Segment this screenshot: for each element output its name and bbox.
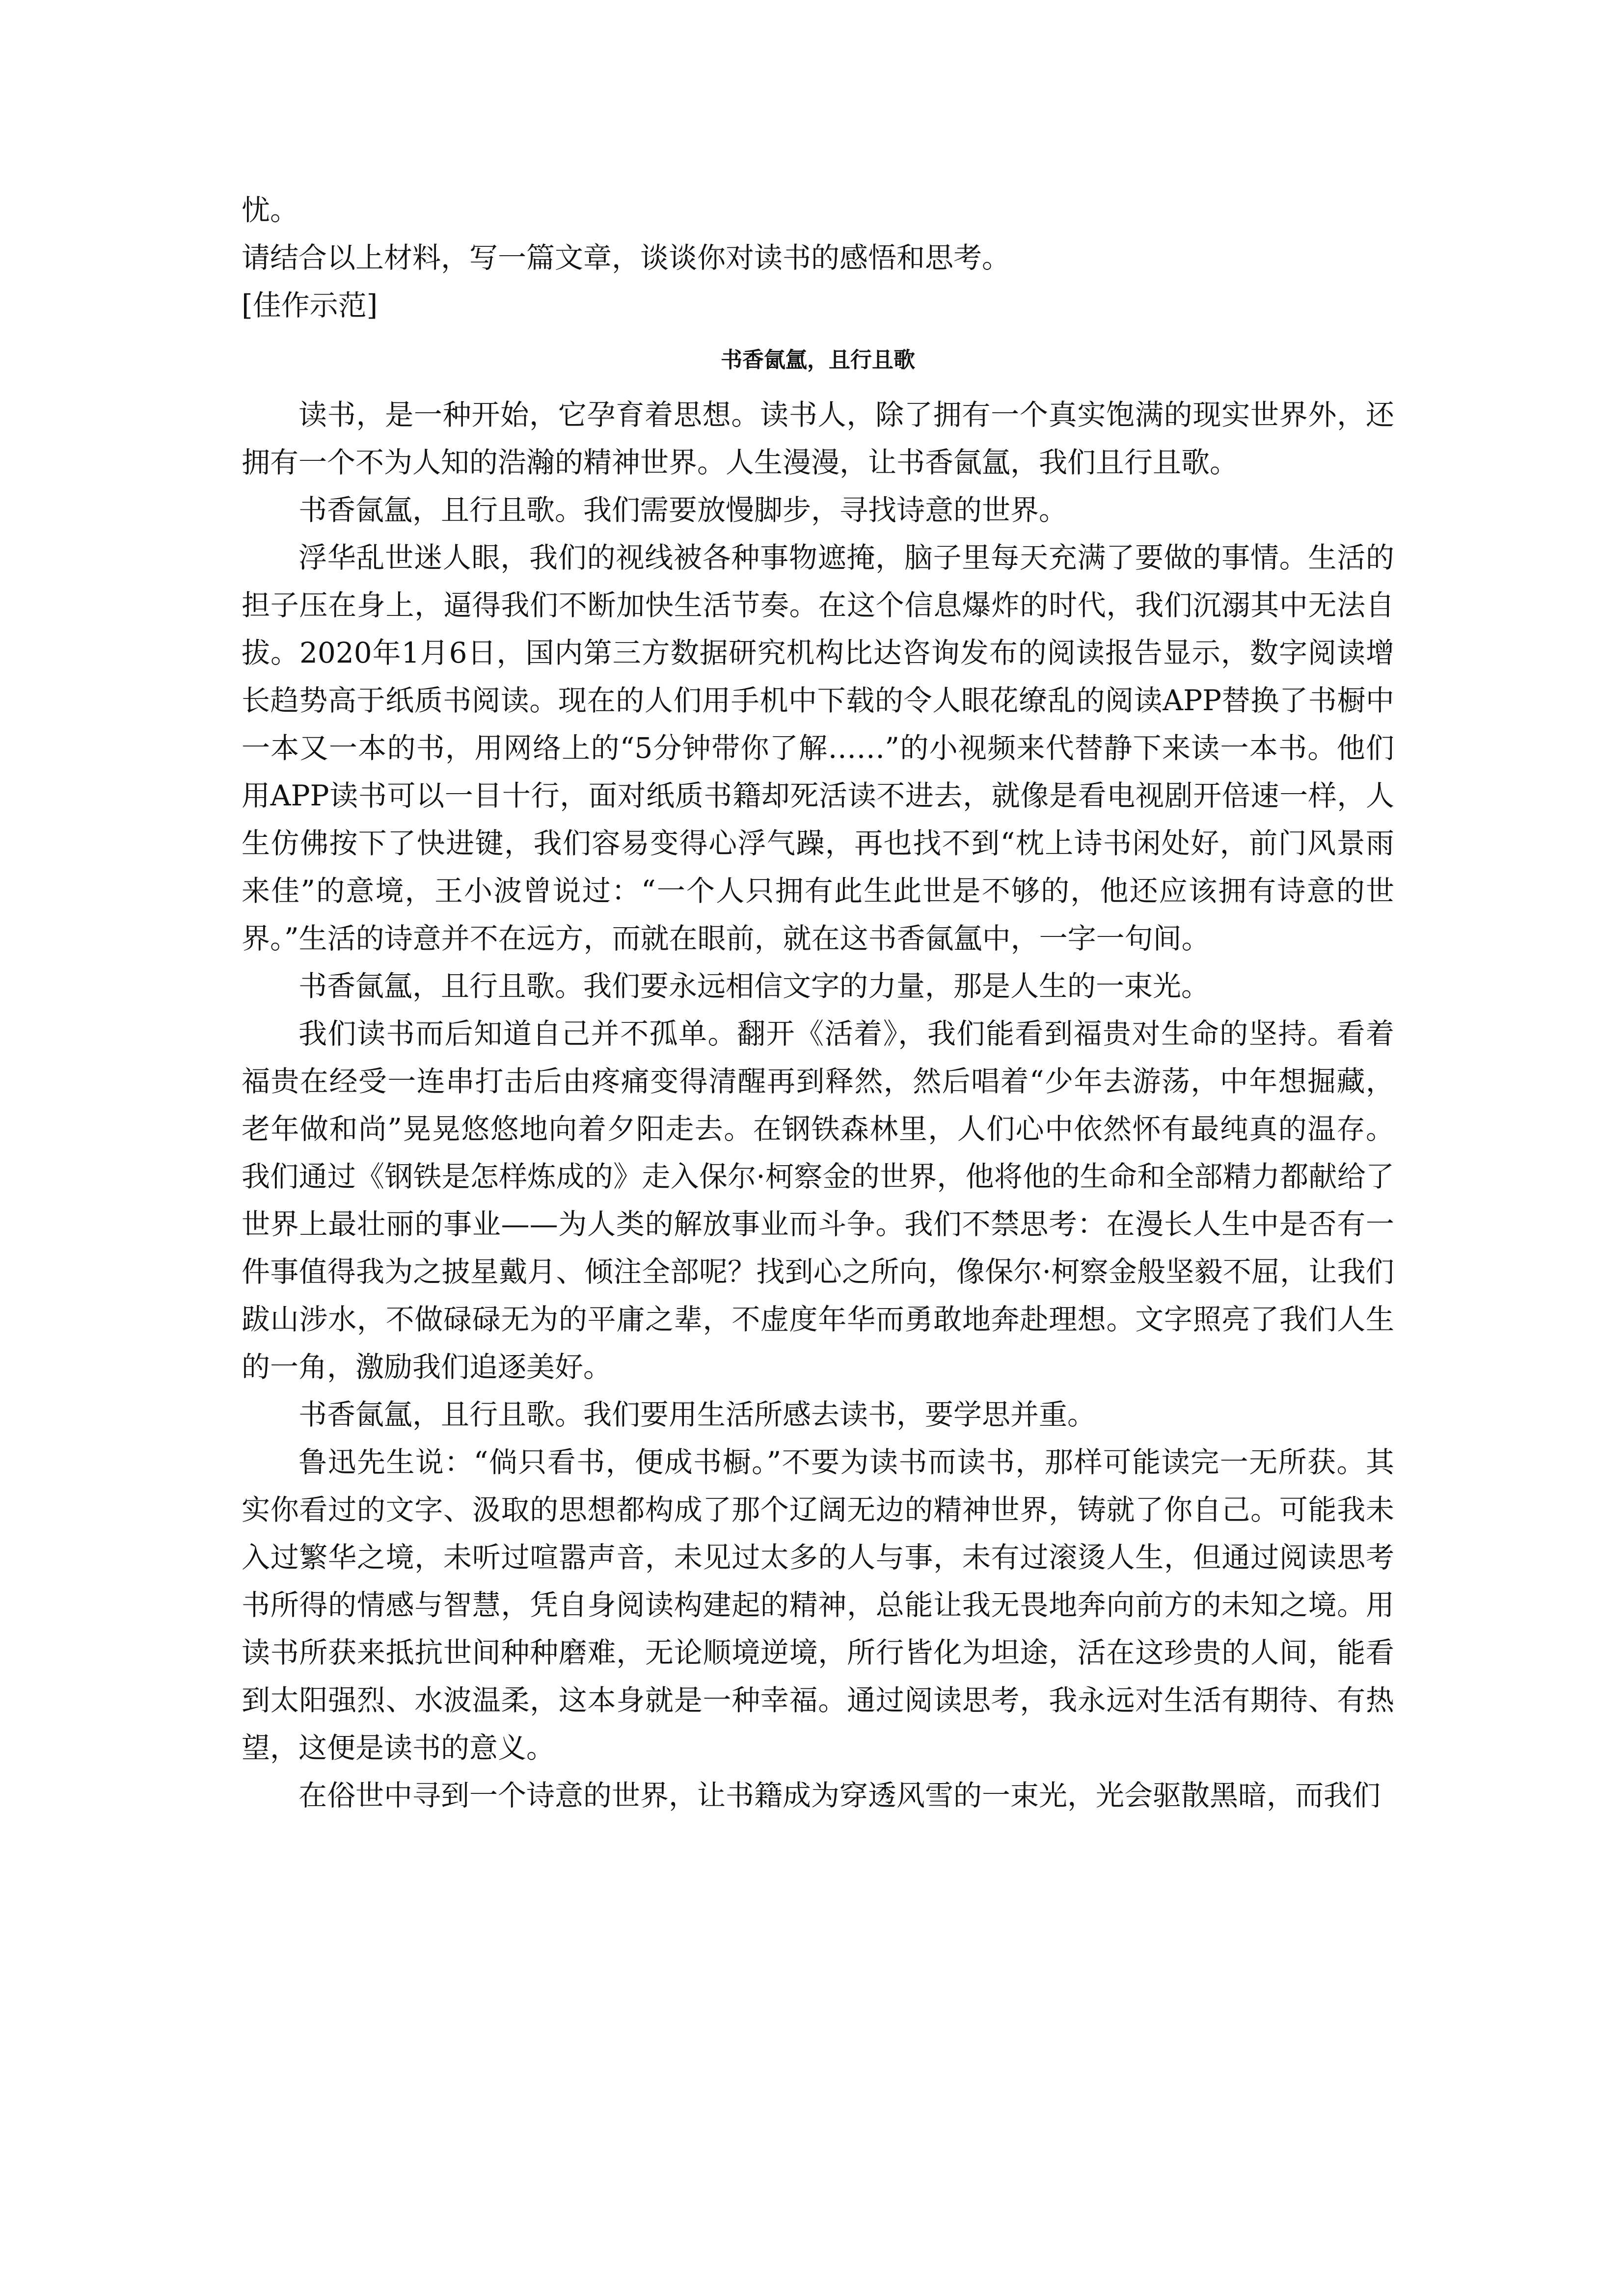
document-body [242, 187, 1394, 1819]
essay-paragraph: 在俗世中寻到一个诗意的世界，让书籍成为穿透风雪的一束光，光会驱散黑暗，而我们 [298, 1779, 1381, 1812]
essay-paragraph: 鲁迅先生说：“倘只看书，便成书橱。”不要为读书而读书，那样可能读完一无所获。其实你看过的文字、汲取的思想都构成了那个辽阔无边的精神世界，铸就了你自己。可能我未入过繁华之境，未听过喧嚣声音，未见过太多的人与事，未有过滚烫人生，但通过阅读思考书所得的情感与智慧，凭自身阅读构建起的精神，总能让我无畏地奔向前方的未知之境。用读书所获来抵抗世间种种磨难，无论顺境逆境，所行皆化为坦途，活在这珍贵的人间，能看到太阳强烈、水波温柔，这本身就是一种幸福。通过阅读思考，我永远对生活有期待、有热望，这便是读书的意义。 [242, 1445, 1394, 1764]
section-tag: [佳作示范] [242, 289, 378, 322]
carryover-text: 忧。 [242, 193, 299, 227]
essay-paragraph: 书香氤氲，且行且歌。我们要永远相信文字的力量，那是人生的一束光。 [298, 969, 1210, 1003]
essay-paragraph: 读书，是一种开始，它孕育着思想。读书人，除了拥有一个真实饱满的现实世界外，还拥有一个不为人知的浩瀚的精神世界。人生漫漫，让书香氤氲，我们且行且歌。 [242, 398, 1394, 479]
essay-paragraph: 书香氤氲，且行且歌。我们要用生活所感去读书，要学思并重。 [298, 1398, 1096, 1431]
essay-paragraph: 书香氤氲，且行且歌。我们需要放慢脚步，寻找诗意的世界。 [298, 493, 1068, 527]
essay-paragraph: 我们读书而后知道自己并不孤单。翻开《活着》，我们能看到福贵对生命的坚持。看着福贵在经受一连串打击后由疼痛变得清醒再到释然，然后唱着“少年去游荡，中年想掘藏，老年做和尚”晃晃悠悠地向着夕阳走去。在钢铁森林里，人们心中依然怀有最纯真的温存。我们通过《钢铁是怎样炼成的》走入保尔·柯察金的世界，他将他的生命和全部精力都献给了世界上最壮丽的事业——为人类的解放事业而斗争。我们不禁思考：在漫长人生中是否有一件事值得我为之披星戴月、倾注全部呢？找到心之所向，像保尔·柯察金般坚毅不屈，让我们跋山涉水，不做碌碌无为的平庸之辈，不虚度年华而勇敢地奔赴理想。文字照亮了我们人生的一角，激励我们追逐美好。 [242, 1017, 1394, 1384]
writing-prompt: 请结合以上材料，写一篇文章，谈谈你对读书的感悟和思考。 [242, 241, 1011, 274]
essay-title: 书香氤氲，且行且歌 [721, 347, 915, 373]
essay-paragraph: 浮华乱世迷人眼，我们的视线被各种事物遮掩，脑子里每天充满了要做的事情。生活的担子压在身上，逼得我们不断加快生活节奏。在这个信息爆炸的时代，我们沉溺其中无法自拔。2020年1月6日，国内第三方数据研究机构比达咨询发布的阅读报告显示，数字阅读增长趋势高于纸质书阅读。现在的人们用手机中下载的令人眼花缭乱的阅读APP替换了书橱中一本又一本的书，用网络上的“5分钟带你了解……”的小视频来代替静下来读一本书。他们用APP读书可以一目十行，面对纸质书籍却死活读不进去，就像是看电视剧开倍速一样，人生仿佛按下了快进键，我们容易变得心浮气躁，再也找不到“枕上诗书闲处好，前门风景雨来佳”的意境，王小波曾说过：“一个人只拥有此生此世是不够的，他还应该拥有诗意的世界。”生活的诗意并不在远方，而就在眼前，就在这书香氤氲中，一字一句间。 [242, 541, 1394, 955]
